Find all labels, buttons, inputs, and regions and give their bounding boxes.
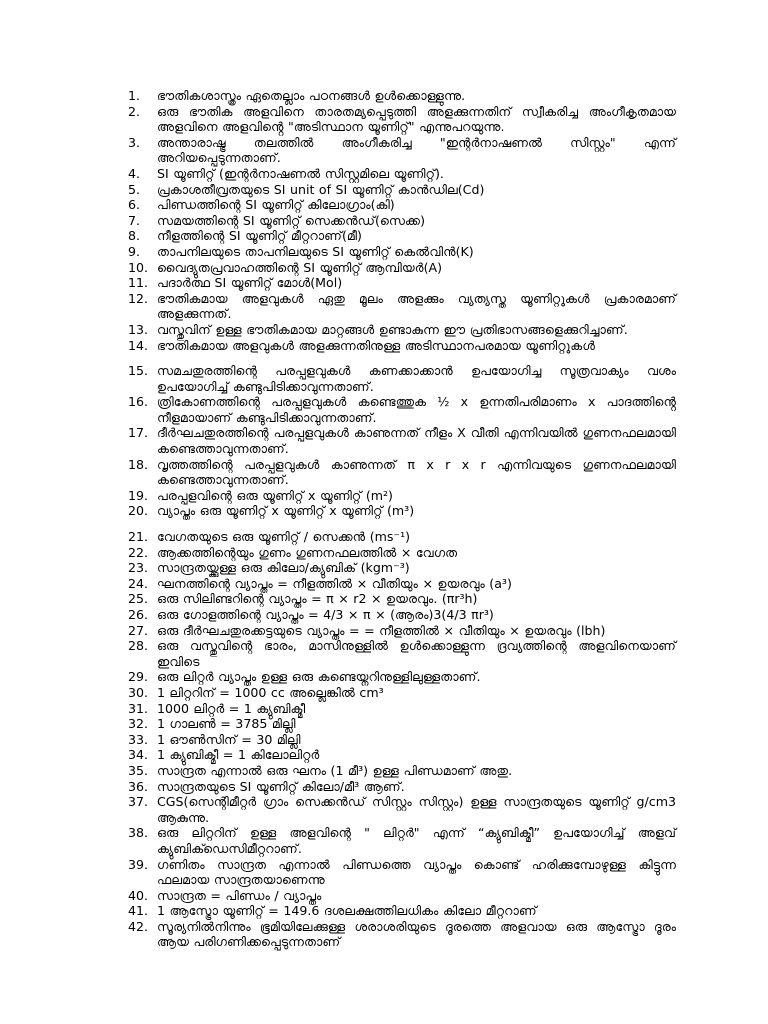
item-text: ഭൗതികമായ അളവുകൾ ഏതു മൂലം അളക്കും വ്യത്യസ്ത യൂണിറ്റുകൾ പ്രകാരമാണ് അളക്കുന്നത്. [157,290,676,322]
item-number: 6. [128,197,141,213]
item-text: അന്താരാഷ്ട്ര തലത്തിൽ അംഗീകരിച്ച "ഇന്റർനാഷണൽ സിസ്റ്റം" എന്ന് അറിയപ്പെടുന്നതാണ്. [157,134,676,166]
item-number: 36. [128,778,149,794]
item-number: 35. [128,762,149,778]
item-text: ഒരു ലിറ്ററിന് ഉള്ള അളവിന്റെ " ലിറ്റർ" എന്ന് “ക്യുബിക്മീ” ഉപയോഗിച്ച് അളവ് ക്യുബിക്ഡെസിമീറ്ററാണ്. [157,825,676,856]
item-text: ആക്കത്തിന്റെയും ഗുണം ഗുണനഫലത്തിൽ × വേഗത [157,544,458,560]
item-number: 34. [128,747,149,763]
item-text: ഒരു ദീർഘചതുരക്കട്ടയുടെ വ്യാപ്തം = = നീളത്തിൽ × വീതിയും × ഉയരവും (lbh) [157,622,606,638]
item-number: 15. [128,363,149,379]
list-item [128,503,676,519]
item-number: 39. [128,856,149,872]
list-item [128,166,676,182]
list-item [128,457,676,488]
item-text: ഒരു സിലിണ്ടറിന്റെ വ്യാപ്തം = π × r2 × ഉയരവും. (πr³h) [157,591,478,607]
item-text: ദീർഘചതുരത്തിന്റെ പരപ്പളവുകൾ കാണുന്നത് നീളം X വീതി എന്നിവയിൽ ഗുണനഫലമായി കണ്ടെത്താവുന്നതാണ്. [157,425,676,457]
list-item [128,228,676,244]
item-text: പദാർത്ഥ SI യൂണിറ്റ് മോൾ(Mol) [157,275,343,291]
list-item [128,701,676,717]
item-number: 13. [128,321,149,337]
list-item [128,425,676,456]
list-item [128,623,676,639]
item-text: വൃത്തത്തിന്റെ പരപ്പളവുകൾ കാണുന്നത് π x r x r എന്നിവയുടെ ഗുണനഫലമായി കണ്ടെത്താവുന്നതാണ്. [157,456,676,488]
item-text: 1000 ലിറ്റർ = 1 ക്യുബിക്മീ [157,700,306,716]
item-number: 3. [128,134,141,150]
list-item [128,669,676,685]
item-text: പിണ്ഡത്തിന്റെ SI യൂണിറ്റ് കിലോഗ്രാം(കി) [157,197,395,213]
item-text: ഒരു വസ്തുവിന്റെ ഭാരം, മാസിനുള്ളിൽ ഉൾക്കൊള്ളുന്ന ദ്രവ്യത്തിന്റെ അളവിനെയാണ് ഇവിടെ [157,638,676,669]
item-text: 1 ആസ്ട്രോ യൂണിറ്റ് = 149.6 ദശലക്ഷത്തിലധികം കിലോ മീറ്ററാണ് [157,903,537,919]
item-text: താപനിലയുടെ താപനിലയുടെ SI യൂണിറ്റ് കെൽവിൻ(K) [157,243,474,259]
item-number: 26. [128,607,149,622]
item-text: വൈദ്യുതപ്രവാഹത്തിന്റെ SI യൂണിറ്റ് ആമ്പിയർ(A) [157,259,443,275]
item-text: പ്രകാശതീവ്രതയുടെ SI unit of SI യൂണിറ്റ് കാൻഡില(Cd) [157,181,485,197]
list-item [128,591,676,607]
list-item [128,275,676,291]
item-number: 12. [128,290,149,306]
item-text: നീളത്തിന്റെ SI യൂണിറ്റ് മീറ്ററാണ്(മീ) [157,228,362,244]
list-item [128,260,676,276]
item-text: പരപ്പളവിന്റെ ഒരു യൂണിറ്റ് x യൂണിറ്റ് (m²) [157,487,393,503]
item-number: 19. [128,487,149,503]
item-number: 1. [128,88,141,103]
list-item [128,488,676,504]
list-item [128,545,676,561]
item-number: 30. [128,684,149,700]
item-text: 1 ഔൺസിന് = 30 മില്ലി [157,731,301,747]
item-number: 23. [128,560,149,576]
item-number: 8. [128,228,141,244]
item-number: 16. [128,394,149,410]
list-item [128,244,676,260]
item-number: 29. [128,669,149,685]
list-item [128,213,676,229]
item-text: ഭൗതികമായ അളവുകൾ അളക്കുന്നതിനുള്ള അടിസ്ഥാനപരമായ യൂണിറ്റുകൾ [157,337,595,353]
item-number: 27. [128,622,149,638]
item-text: സാന്ദ്രത = പിണ്ഡം / വ്യാപ്തം [157,887,322,903]
list-item [128,560,676,576]
item-number: 14. [128,337,149,353]
item-number: 28. [128,638,149,654]
item-text: ഘനത്തിന്റെ വ്യാപ്തം = നീളത്തിൽ × വീതിയും × ഉയരവും (a³) [157,575,512,591]
item-number: 37. [128,794,149,810]
item-text: SI യൂണിറ്റ് (ഇന്റർനാഷണൽ സിസ്റ്റമിലെ യൂണിറ്റ്). [157,165,444,181]
list-item [128,529,676,545]
item-text: ഒരു ലിറ്റർ വ്യാപ്തം ഉള്ള ഒരു കണ്ടെയ്നറിനുള്ളിലുള്ളതാണ്. [157,669,481,685]
list-item [128,363,676,394]
item-text: ത്രികോണത്തിന്റെ പരപ്പളവുകൾ കണ്ടെത്തുക ½ x ഉന്നതിപരിമാണം x പാദത്തിൻ്റെ നീളമായാണ് കണ്ടുപിടിക്കാവുന്നതാണ്. [157,394,676,425]
item-text: വസ്തുവിന് ഉള്ള ഭൗതികമായ മാറ്റങ്ങൾ ഉണ്ടാകുന്ന ഈ പ്രതിഭാസങ്ങളെക്കുറിച്ചാണ്. [157,321,628,337]
list-item [128,747,676,763]
item-number: 38. [128,825,149,841]
item-number: 17. [128,425,149,441]
list-item [128,638,676,669]
item-number: 25. [128,591,149,607]
list-item [128,685,676,701]
list-item [128,576,676,592]
item-number: 5. [128,181,141,197]
list-item [128,825,676,856]
item-number: 40. [128,887,149,903]
item-text: ഒരു ഗോളത്തിന്റെ വ്യാപ്തം = 4/3 × π × (ആരം)3(4/3 πr³) [157,607,494,622]
item-number: 18. [128,456,149,472]
item-number: 10. [128,259,149,275]
item-text: 1 ലിറ്ററിന് = 1000 cc അല്ലെങ്കിൽ cm³ [157,684,384,700]
list-item [128,338,676,354]
list-item [128,88,676,104]
list-item [128,732,676,748]
list-item [128,135,676,166]
list-item [128,104,676,135]
item-text: 1 ക്യുബിക്മീ = 1 കിലോലിറ്റർ [157,747,320,763]
item-number: 33. [128,731,149,747]
item-text: സൂര്യനിൽനിന്നും ഭൂമിയിലേക്കുള്ള ശരാശരിയുടെ ദൂരത്തെ അളവായ ഒരു ആസ്ട്രോ ദൂരം ആയ പരിഗണിക്കപ്പെടുന്നതാണ് [157,918,676,950]
item-number: 22. [128,544,149,560]
item-text: സാന്ദ്രതയുടെ SI യൂണിറ്റ് കിലോ/മീ³ ആണ്. [157,778,405,794]
item-number: 11. [128,275,149,291]
item-text: സമയത്തിന്റെ SI യൂണിറ്റ് സെക്കൻഡ്(സെക്ക) [157,212,426,228]
item-text: വേഗതയുടെ ഒരു യൂണിറ്റ് / സെക്കൻ (ms⁻¹) [157,529,411,545]
list-item [128,763,676,779]
item-text: 1 ഗാലൺ = 3785 മില്ലി [157,716,296,732]
item-text: ഭൗതികശാസ്ത്രം ഏതെല്ലാം പഠനങ്ങൾ ഉൾക്കൊള്ളുന്നു. [157,88,466,103]
item-number: 24. [128,575,149,591]
item-number: 31. [128,700,149,716]
list-item [128,322,676,338]
item-number: 9. [128,243,141,259]
item-number: 7. [128,212,141,228]
item-text: സമചതുരത്തിന്റെ പരപ്പളവുകൾ കണക്കാക്കാൻ ഉപയോഗിച്ച സൂത്രവാക്യം വശം ഉപയോഗിച്ച് കണ്ടുപിടിക്കാവുന്നതാണ്. [157,363,676,394]
list-item [128,779,676,795]
list-item [128,888,676,904]
list-item [128,291,676,322]
item-number: 21. [128,529,149,545]
item-number: 2. [128,103,141,119]
list-item [128,197,676,213]
item-text: CGS(സെന്റിമീറ്റർ ഗ്രാം സെക്കൻഡ് സിസ്റ്റം സിസ്റ്റം) ഉള്ള സാന്ദ്രതയുടെ യൂണിറ്റ് g/cm3 ആകുന്നു. [157,794,676,825]
list-item [128,794,676,825]
item-number: 32. [128,716,149,732]
item-text: വ്യാപ്തം ഒരു യൂണിറ്റ് x യൂണിറ്റ് x യൂണിറ്റ് (m³) [157,503,415,519]
list-item [128,716,676,732]
item-text: സാന്ദ്രത എന്നാൽ ഒരു ഘനം (1 മീ³) ഉള്ള പിണ്ഡമാണ് അതു. [157,762,513,778]
list-item [128,919,676,950]
item-text: ഒരു ഭൗതിക അളവിനെ താരതമ്യപ്പെടുത്തി അളക്കുന്നതിന് സ്വീകരിച്ച അംഗീകൃതമായ അളവിനെ അളവിൻ്റെ "അടിസ്ഥാന യൂണിറ്റ്" എന്നുപറയുന്നു. [157,103,676,135]
item-text: ഗണിതം സാന്ദ്രത എന്നാൽ പിണ്ഡത്തെ വ്യാപ്തം കൊണ്ട് ഹരിക്കുമ്പോഴുള്ള കിട്ടുന്ന ഫലമായ സാന്ദ്രതയാണെന്നു [157,856,676,888]
list-item [128,182,676,198]
item-number: 42. [128,918,149,934]
numbered-list [128,88,676,950]
item-number: 4. [128,165,141,181]
list-item [128,857,676,888]
item-number: 41. [128,903,149,919]
item-number: 20. [128,503,149,519]
list-item [128,903,676,919]
item-text: സാന്ദ്രതയ്ക്കുള്ള ഒരു കിലോ/ക്യുബിക് (kgm⁻³) [157,560,410,576]
list-item [128,607,676,623]
list-item [128,394,676,425]
